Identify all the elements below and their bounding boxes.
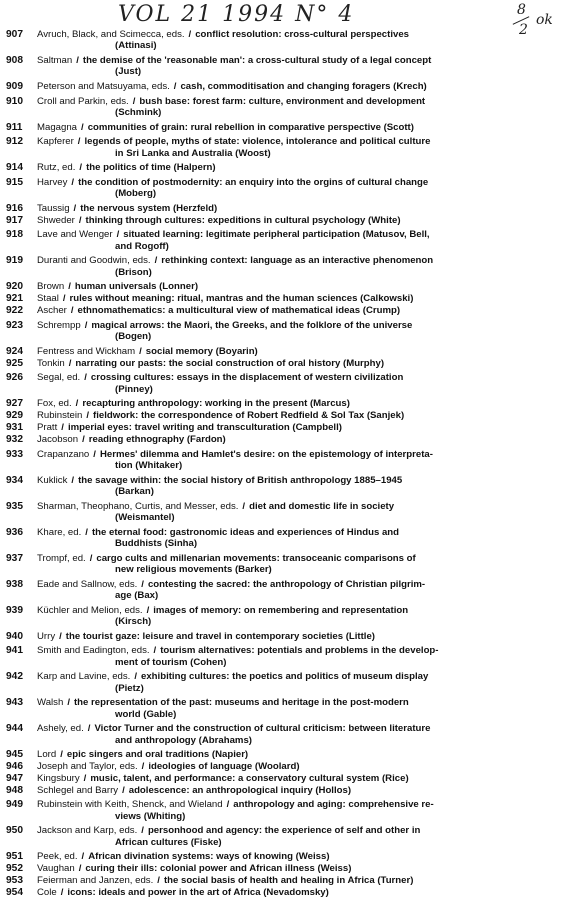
separator-slash: / (87, 723, 91, 735)
entry-number: 943 (6, 697, 23, 709)
entry-body (37, 773, 558, 784)
entry-author: Schlegel and Barry (37, 784, 119, 796)
list-item (6, 305, 558, 316)
entry-title: crossing cultures: essays in the displacement of western civilization (90, 372, 404, 384)
entry-author: Walsh (37, 697, 64, 709)
entry-number: 950 (6, 825, 23, 837)
entry-author: Trompf, ed. (37, 552, 86, 564)
entry-author: Fentress and Wickham (37, 345, 136, 357)
entry-body (37, 605, 558, 628)
entry-number: 938 (6, 578, 23, 590)
entry-author: Pratt (37, 422, 58, 433)
entry-title: bush base: forest farm: culture, environment and development (139, 95, 426, 107)
list-item (6, 281, 558, 292)
entry-author: Kuklick (37, 474, 68, 486)
list-item (6, 136, 558, 159)
entry-author: Karp and Lavine, eds. (37, 671, 131, 683)
entry-continuation: age (Bax) (115, 589, 159, 601)
entry-title: the tourist gaze: leisure and travel in contemporary societies (Little) (65, 630, 376, 642)
entry-continuation: (Kirsch) (115, 615, 152, 627)
list-item (6, 320, 558, 343)
entry-author: Kingsbury (37, 772, 80, 784)
entry-author: Eade and Sallnow, eds. (37, 578, 138, 590)
entry-continuation: (Moberg) (115, 188, 157, 200)
entry-number: 951 (6, 851, 23, 863)
entry-number: 929 (6, 410, 23, 422)
entry-body (37, 29, 558, 52)
separator-slash: / (173, 81, 177, 92)
separator-slash: / (77, 136, 81, 148)
list-item (6, 358, 558, 369)
entry-body (37, 410, 558, 421)
entry-continuation: ment of tourism (Cohen) (115, 656, 227, 668)
separator-slash: / (73, 202, 77, 214)
list-item (6, 553, 558, 576)
separator-slash: / (71, 474, 75, 486)
entry-title: epic singers and oral traditions (Napier) (66, 749, 249, 761)
handwritten-corner-note-top: 8 (517, 2, 526, 18)
separator-slash: / (134, 671, 138, 683)
entry-author: Saltman (37, 55, 73, 66)
entry-title: anthropology and aging: comprehensive re- (233, 799, 434, 811)
separator-slash: / (76, 55, 79, 66)
entry-author: Ashely, ed. (37, 723, 84, 735)
entry-number: 954 (6, 887, 23, 899)
entry-number: 911 (6, 121, 23, 133)
entry-title: adolescence: an anthropological inquiry (Hollos) (128, 784, 352, 796)
entry-number: 918 (6, 229, 23, 241)
entry-title: the nervous system (Herzfeld) (80, 202, 218, 214)
separator-slash: / (141, 825, 144, 837)
list-item (6, 475, 558, 498)
list-item (6, 501, 558, 524)
separator-slash: / (139, 345, 142, 357)
entry-continuation: (Bogen) (115, 331, 152, 343)
separator-slash: / (93, 448, 96, 460)
entry-number: 915 (6, 176, 23, 188)
separator-slash: / (81, 121, 84, 133)
entry-continuation: (Just) (115, 66, 142, 78)
entry-continuation: world (Gable) (115, 708, 177, 720)
entry-author: Magagna (37, 121, 78, 133)
entry-number: 910 (6, 95, 23, 107)
list-item (6, 851, 558, 862)
entry-title: personhood and agency: the experience of self and other in (147, 825, 421, 837)
handwritten-corner-note-bottom: 2 (519, 22, 528, 38)
entry-body (37, 761, 558, 772)
separator-slash: / (71, 176, 75, 188)
entry-body (37, 851, 558, 862)
entry-number: 927 (6, 398, 23, 410)
separator-slash: / (68, 357, 72, 369)
list-item (6, 773, 558, 784)
list-item (6, 122, 558, 133)
entry-continuation: (Brison) (115, 266, 152, 278)
entry-body (37, 671, 558, 694)
list-item (6, 671, 558, 694)
entry-body (37, 645, 558, 668)
list-item (6, 293, 558, 304)
separator-slash: / (79, 162, 83, 174)
entry-number: 947 (6, 772, 23, 784)
entry-author: Jacobson (37, 433, 79, 445)
entry-number: 953 (6, 875, 23, 887)
entry-number: 937 (6, 552, 23, 564)
entry-body (37, 162, 558, 173)
separator-slash: / (78, 863, 82, 875)
entry-body (37, 579, 558, 602)
entry-body (37, 449, 558, 472)
entry-title: situated learning: legitimate peripheral participation (Matusov, Bell, (123, 229, 430, 241)
entry-title: ethnomathematics: a multicultural view of mathematical ideas (Crump) (77, 305, 401, 317)
entry-title: reading ethnography (Fardon) (88, 433, 226, 445)
list-item (6, 761, 558, 772)
entry-number: 922 (6, 305, 23, 317)
entry-author: Smith and Eadington, eds. (37, 645, 150, 657)
list-item (6, 527, 558, 550)
handwritten-volume-note: VOL 21 1994 N° 4 (118, 2, 355, 27)
list-item (6, 177, 558, 200)
entry-author: Staal (37, 293, 59, 305)
list-item (6, 749, 558, 760)
list-item (6, 645, 558, 668)
entry-title: the politics of time (Halpern) (86, 162, 216, 174)
entry-author: Harvey (37, 176, 68, 188)
list-item (6, 398, 558, 409)
entry-body (37, 553, 558, 576)
entry-body (37, 825, 558, 848)
entry-author: Peterson and Matsuyama, eds. (37, 81, 170, 92)
entry-body (37, 96, 558, 119)
entry-title: ideologies of language (Woolard) (148, 761, 300, 772)
entry-title: the representation of the past: museums and heritage in the post-modern (73, 697, 409, 709)
entry-body (37, 346, 558, 357)
list-item (6, 162, 558, 173)
list-item (6, 96, 558, 119)
entry-title: contesting the sacred: the anthropology of Christian pilgrim- (147, 578, 426, 590)
entry-number: 921 (6, 293, 23, 305)
entry-title: images of memory: on remembering and representation (153, 604, 409, 616)
entry-author: Avruch, Black, and Scimecca, eds. (37, 29, 185, 40)
entry-author: Lord (37, 749, 57, 761)
entry-author: Taussig (37, 202, 70, 214)
entry-title: the eternal food: gastronomic ideas and experiences of Hindus and (91, 526, 400, 538)
list-item (6, 449, 558, 472)
entry-title: exhibiting cultures: the poetics and politics of museum display (141, 671, 429, 683)
list-item (6, 29, 558, 52)
entry-author: Feierman and Janzen, eds. (37, 875, 154, 887)
list-item (6, 875, 558, 886)
entry-number: 908 (6, 55, 23, 66)
entry-body (37, 527, 558, 550)
entry-body (37, 55, 558, 78)
entry-body (37, 887, 558, 898)
list-item (6, 863, 558, 874)
entry-body (37, 203, 558, 214)
separator-slash: / (68, 281, 71, 293)
list-item (6, 203, 558, 214)
list-item (6, 605, 558, 628)
entry-number: 923 (6, 319, 23, 331)
entry-body (37, 81, 558, 92)
entry-title: social memory (Boyarin) (145, 345, 258, 357)
entry-title: the savage within: the social history of British anthropology 1885–1945 (78, 474, 403, 486)
separator-slash: / (83, 772, 87, 784)
entry-number: 925 (6, 357, 23, 369)
separator-slash: / (86, 410, 90, 422)
entry-title: Hermes' dilemma and Hamlet's desire: on the epistemology of interpreta- (99, 448, 433, 460)
separator-slash: / (122, 784, 125, 796)
list-item (6, 799, 558, 822)
entry-author: Schrempp (37, 319, 81, 331)
entry-continuation: in Sri Lanka and Australia (Woost) (115, 147, 271, 159)
entry-body (37, 136, 558, 159)
entry-title: legends of people, myths of state: violence, intolerance and political culture (84, 136, 431, 148)
entry-title: magical arrows: the Maori, the Greeks, and the folklore of the universe (91, 319, 413, 331)
separator-slash: / (141, 578, 144, 590)
entry-author: Khare, ed. (37, 526, 82, 538)
entry-continuation: (Pietz) (115, 682, 144, 694)
entry-author: Rubinstein with Keith, Shenck, and Wieland (37, 799, 223, 811)
entry-body (37, 215, 558, 226)
separator-slash: / (60, 749, 63, 761)
entry-body (37, 697, 558, 720)
entry-number: 946 (6, 761, 23, 772)
entry-author: Croll and Parkin, eds. (37, 95, 129, 107)
entry-continuation: new religious movements (Barker) (115, 563, 272, 575)
entry-continuation: views (Whiting) (115, 810, 186, 822)
separator-slash: / (157, 875, 160, 887)
entry-body (37, 358, 558, 369)
entry-number: 934 (6, 474, 23, 486)
entry-list (6, 29, 558, 899)
entry-number: 916 (6, 202, 23, 214)
entry-title: rethinking context: language as an interactive phenomenon (161, 255, 434, 267)
list-item (6, 372, 558, 395)
separator-slash: / (89, 552, 93, 564)
entry-title: diet and domestic life in society (249, 500, 395, 512)
list-item (6, 422, 558, 433)
entry-body (37, 320, 558, 343)
entry-author: Shweder (37, 214, 75, 226)
list-item (6, 631, 558, 642)
separator-slash: / (78, 214, 82, 226)
entry-body (37, 723, 558, 746)
entry-continuation: and anthropology (Abrahams) (115, 734, 252, 746)
separator-slash: / (146, 604, 150, 616)
entry-author: Segal, ed. (37, 372, 81, 384)
entry-author: Tonkin (37, 357, 65, 369)
separator-slash: / (82, 433, 85, 445)
entry-title: recapturing anthropology: working in the present (Marcus) (82, 398, 350, 410)
entry-body (37, 434, 558, 445)
entry-title: thinking through cultures: expeditions in cultural psychology (White) (85, 214, 401, 226)
entry-body (37, 422, 558, 433)
entry-continuation: (Pinney) (115, 383, 153, 395)
entry-body (37, 875, 558, 886)
list-item (6, 215, 558, 226)
entry-body (37, 501, 558, 524)
entry-number: 914 (6, 162, 23, 174)
entry-title: imperial eyes: travel writing and transculturation (Campbell) (67, 422, 342, 433)
separator-slash: / (141, 761, 145, 772)
entry-continuation: and Rogoff) (115, 240, 169, 252)
entry-author: Sharman, Theophano, Curtis, and Messer, eds. (37, 500, 239, 512)
separator-slash: / (84, 372, 87, 384)
entry-number: 907 (6, 29, 23, 40)
entry-title: cash, commoditisation and changing foragers (Krech) (180, 81, 427, 92)
separator-slash: / (81, 851, 85, 863)
entry-title: conflict resolution: cross-cultural perspectives (195, 29, 409, 40)
entry-title: fieldwork: the correspondence of Robert Redfield & Sol Tax (Sanjek) (93, 410, 405, 422)
entry-author: Vaughan (37, 863, 75, 875)
entry-title: music, talent, and performance: a conservatory cultural system (Rice) (90, 772, 409, 784)
entry-number: 942 (6, 671, 23, 683)
entry-body (37, 229, 558, 252)
separator-slash: / (84, 319, 88, 331)
separator-slash: / (242, 500, 246, 512)
entry-number: 931 (6, 422, 23, 433)
separator-slash: / (75, 398, 79, 410)
entry-title: icons: ideals and power in the art of Africa (Nevadomsky) (67, 887, 329, 899)
separator-slash: / (59, 630, 62, 642)
entry-number: 909 (6, 81, 23, 92)
entry-title: curing their ills: colonial power and African illness (Weiss) (85, 863, 352, 875)
entry-continuation: Buddhists (Sinha) (115, 537, 198, 549)
entry-continuation: (Weismantel) (115, 511, 175, 523)
list-item (6, 579, 558, 602)
entry-author: Jackson and Karp, eds. (37, 825, 138, 837)
entry-author: Kapferer (37, 136, 74, 148)
entry-number: 952 (6, 863, 23, 875)
entry-author: Joseph and Taylor, eds. (37, 761, 138, 772)
entry-number: 944 (6, 723, 23, 735)
entry-body (37, 122, 558, 133)
entry-continuation: (Schmink) (115, 107, 162, 118)
separator-slash: / (226, 799, 230, 811)
entry-body (37, 749, 558, 760)
entry-title: narrating our pasts: the social construction of oral history (Murphy) (75, 357, 385, 369)
list-item (6, 55, 558, 78)
list-item (6, 255, 558, 278)
entry-number: 926 (6, 372, 23, 384)
entry-body (37, 255, 558, 278)
entry-number: 924 (6, 345, 23, 357)
entry-number: 945 (6, 749, 23, 761)
list-item (6, 785, 558, 796)
entry-body (37, 475, 558, 498)
separator-slash: / (60, 887, 64, 899)
entry-author: Küchler and Melion, eds. (37, 604, 143, 616)
entry-body (37, 785, 558, 796)
separator-slash: / (67, 697, 70, 709)
entry-number: 940 (6, 630, 23, 642)
list-item (6, 346, 558, 357)
entry-number: 948 (6, 784, 23, 796)
entry-body (37, 281, 558, 292)
list-item (6, 410, 558, 421)
entry-title: human universals (Lonner) (74, 281, 199, 293)
entry-title: African divination systems: ways of knowing (Weiss) (88, 851, 330, 863)
entry-number: 917 (6, 214, 23, 226)
entry-number: 932 (6, 433, 23, 445)
entry-number: 936 (6, 526, 23, 538)
separator-slash: / (85, 526, 88, 538)
entry-number: 935 (6, 500, 23, 512)
handwritten-corner-note-side: ok (536, 12, 553, 28)
entry-number: 912 (6, 136, 23, 148)
entry-body (37, 293, 558, 304)
list-item (6, 825, 558, 848)
separator-slash: / (116, 229, 120, 241)
entry-author: Ascher (37, 305, 67, 317)
separator-slash: / (132, 95, 136, 107)
entry-body (37, 631, 558, 642)
entry-body (37, 799, 558, 822)
entry-author: Lave and Wenger (37, 229, 113, 241)
list-item (6, 81, 558, 92)
entry-body (37, 305, 558, 316)
entry-title: the condition of postmodernity: an enquiry into the orgins of cultural change (78, 176, 429, 188)
entry-author: Brown (37, 281, 65, 293)
entry-body (37, 398, 558, 409)
list-item (6, 434, 558, 445)
entry-number: 941 (6, 645, 23, 657)
separator-slash: / (62, 293, 66, 305)
entry-author: Peek, ed. (37, 851, 78, 863)
entry-author: Urry (37, 630, 56, 642)
entry-number: 939 (6, 604, 23, 616)
entry-continuation: African cultures (Fiske) (115, 836, 222, 848)
entry-title: rules without meaning: ritual, mantras and the human sciences (Calkowski) (69, 293, 414, 305)
entry-body (37, 863, 558, 874)
entry-author: Fox, ed. (37, 398, 72, 410)
separator-slash: / (154, 255, 158, 267)
entry-title: the demise of the 'reasonable man': a cross-cultural study of a legal concept (82, 55, 432, 66)
entry-author: Crapanzano (37, 448, 90, 460)
entry-continuation: (Attinasi) (115, 40, 157, 52)
list-item (6, 723, 558, 746)
separator-slash: / (153, 645, 157, 657)
entry-title: cargo cults and millenarian movements: transoceanic comparisons of (96, 552, 416, 564)
entry-number: 919 (6, 255, 23, 267)
separator-slash: / (70, 305, 74, 317)
entry-title: communities of grain: rural rebellion in comparative perspective (Scott) (87, 121, 414, 133)
entry-number: 949 (6, 799, 23, 811)
entry-continuation: (Barkan) (115, 485, 154, 497)
entry-author: Duranti and Goodwin, eds. (37, 255, 151, 267)
entry-author: Cole (37, 887, 57, 899)
entry-title: the social basis of health and healing in Africa (Turner) (163, 875, 414, 887)
list-item (6, 229, 558, 252)
separator-slash: / (188, 29, 192, 40)
list-item (6, 697, 558, 720)
entry-number: 933 (6, 448, 23, 460)
entry-number: 920 (6, 281, 23, 293)
entry-title: tourism alternatives: potentials and problems in the develop- (160, 645, 439, 657)
entry-continuation: tion (Whitaker) (115, 459, 183, 471)
entry-body (37, 372, 558, 395)
entry-body (37, 177, 558, 200)
list-item (6, 887, 558, 898)
separator-slash: / (61, 422, 64, 433)
entry-author: Rubinstein (37, 410, 83, 422)
entry-author: Rutz, ed. (37, 162, 76, 174)
entry-title: Victor Turner and the construction of cultural criticism: between literature (94, 723, 431, 735)
